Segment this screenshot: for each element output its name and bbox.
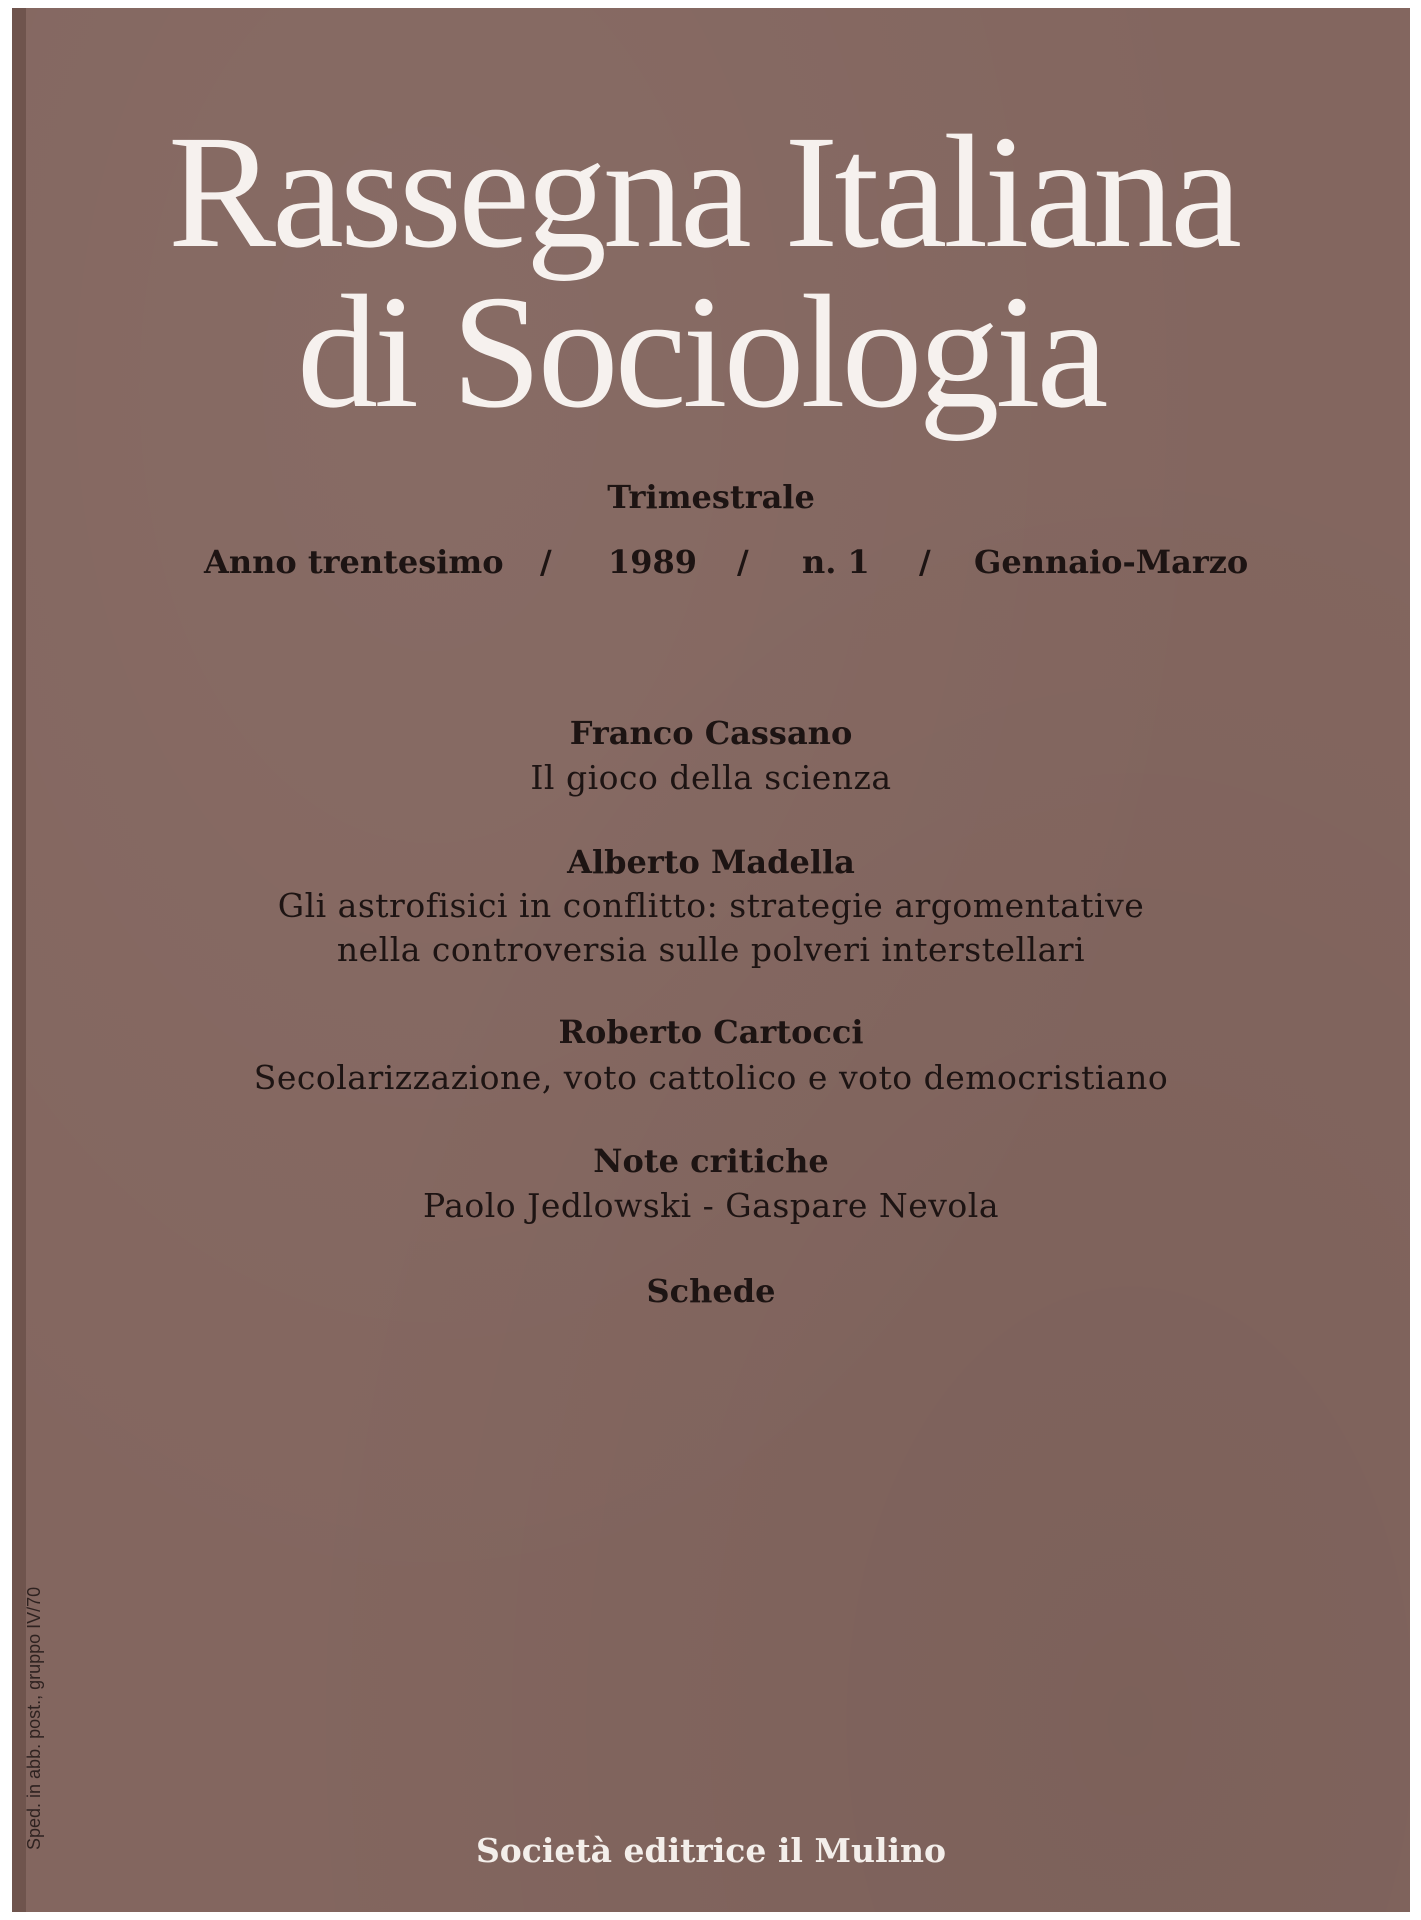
issue-separator: / xyxy=(540,543,552,581)
contents-title: Paolo Jedlowski - Gaspare Nevola xyxy=(422,1186,1000,1225)
issue-number: n. 1 xyxy=(802,543,870,581)
postal-note: Sped. in abb. post., gruppo IV/70 xyxy=(24,1586,44,1850)
contents-section: Note critiche xyxy=(593,1142,829,1180)
contents-title: Secolarizzazione, voto cattolico e voto democristiano xyxy=(253,1058,1169,1097)
contents-author: Roberto Cartocci xyxy=(558,1013,864,1051)
issue-separator: / xyxy=(919,543,931,581)
issue-separator: / xyxy=(737,543,749,581)
issue-year: 1989 xyxy=(608,543,698,581)
contents-title: Il gioco della scienza xyxy=(530,758,892,797)
contents-section: Schede xyxy=(646,1272,776,1310)
contents-title: Gli astrofisici in conflitto: strategie argomentative xyxy=(277,886,1145,925)
issue-info xyxy=(12,543,1410,587)
contents-author: Alberto Madella xyxy=(567,843,855,881)
journal-title-line-1: Rassegna Italiana xyxy=(168,103,1239,282)
journal-cover xyxy=(12,8,1410,1912)
issue-months: Gennaio-Marzo xyxy=(974,543,1249,581)
publisher-name: Società editrice il Mulino xyxy=(475,1831,947,1870)
frequency-label: Trimestrale xyxy=(607,478,815,516)
issue-year-label: Anno trentesimo xyxy=(204,543,504,581)
contents-title: nella controversia sulle polveri interstellari xyxy=(336,930,1086,969)
contents-author: Franco Cassano xyxy=(569,714,853,752)
journal-title-line-2: di Sociologia xyxy=(297,263,1105,442)
